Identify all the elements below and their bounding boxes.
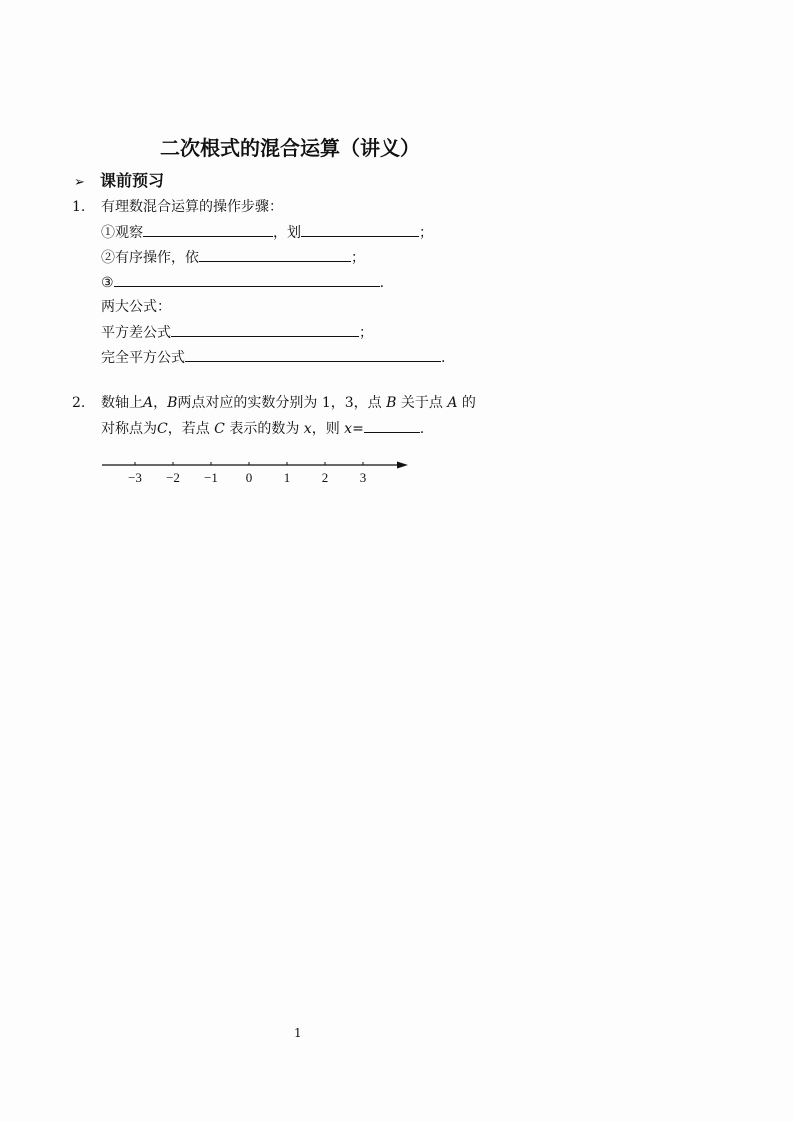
arrow-bullet-icon: ➢ bbox=[74, 175, 85, 190]
q2-text: ， bbox=[153, 395, 168, 411]
q1-number: 1. bbox=[72, 199, 86, 215]
q2-line1 bbox=[101, 393, 476, 413]
section-label: 课前预习 bbox=[100, 171, 165, 190]
step2-prefix: ②有序操作，依 bbox=[101, 250, 199, 266]
step1-mid: ，划 bbox=[273, 225, 301, 241]
page-number: 1 bbox=[294, 1026, 302, 1040]
number-line-tick-label: −3 bbox=[128, 470, 142, 485]
formula1-line bbox=[101, 322, 373, 343]
step1-end: ； bbox=[419, 225, 433, 241]
step3-blank[interactable] bbox=[114, 272, 380, 287]
number-line bbox=[96, 456, 416, 488]
q2-number: 2. bbox=[72, 395, 86, 411]
step1-prefix: ①观察 bbox=[101, 225, 143, 241]
section-heading bbox=[74, 168, 164, 191]
number-line-tick-label: 0 bbox=[245, 470, 253, 485]
var-b: B bbox=[386, 395, 397, 411]
var-b: B bbox=[167, 395, 178, 411]
number-line-tick-label: 1 bbox=[283, 470, 291, 485]
q2-text: ，则 bbox=[311, 421, 340, 437]
answer-blank-x[interactable] bbox=[364, 418, 420, 433]
step1-blank-observe[interactable] bbox=[143, 222, 273, 237]
q1-intro: 有理数混合运算的操作步骤： bbox=[101, 199, 283, 215]
q1-step2 bbox=[101, 247, 365, 268]
q2-text: 表示的数为 bbox=[229, 421, 300, 437]
formula2-prefix: 完全平方公式 bbox=[101, 350, 185, 366]
formula2-blank[interactable] bbox=[185, 347, 441, 362]
step3-end: . bbox=[379, 275, 385, 291]
q2-text: = bbox=[352, 421, 364, 437]
q2-line2 bbox=[101, 418, 424, 439]
formulas-label: 两大公式： bbox=[101, 299, 171, 315]
step3-prefix: ③ bbox=[101, 275, 114, 291]
var-c: C bbox=[214, 421, 225, 437]
number-line-tick-label: 3 bbox=[359, 470, 367, 485]
number-line-arrow-icon bbox=[397, 462, 408, 469]
q2-text: 的 bbox=[461, 395, 476, 411]
formula1-prefix: 平方差公式 bbox=[101, 325, 171, 341]
formula1-blank[interactable] bbox=[171, 322, 359, 337]
var-c: C bbox=[157, 421, 168, 437]
q2-text: . bbox=[419, 421, 425, 437]
step1-blank-divide[interactable] bbox=[301, 222, 419, 237]
q2-text: 关于点 bbox=[400, 395, 443, 411]
formula2-end: . bbox=[441, 350, 446, 366]
step2-blank[interactable] bbox=[199, 247, 351, 262]
q2-text: 数轴上 bbox=[101, 395, 143, 411]
var-x: x bbox=[303, 421, 312, 437]
formula2-line bbox=[101, 347, 445, 368]
number-line-tick-label: −2 bbox=[166, 470, 180, 485]
var-a: A bbox=[447, 395, 458, 411]
number-line-tick-label: −1 bbox=[204, 470, 218, 485]
page-title: 二次根式的混合运算（讲义） bbox=[160, 136, 420, 160]
formula1-end: ； bbox=[359, 325, 373, 341]
q1-step1 bbox=[101, 222, 433, 243]
q1-step3 bbox=[101, 272, 384, 293]
q2-text: 两点对应的实数分别为 1，3，点 bbox=[177, 395, 382, 411]
q2-text: 对称点为 bbox=[101, 421, 157, 437]
var-a: A bbox=[143, 395, 154, 411]
var-x: x bbox=[344, 421, 353, 437]
q2-text: ，若点 bbox=[167, 421, 210, 437]
step2-end: ； bbox=[351, 250, 365, 266]
number-line-tick-label: 2 bbox=[321, 470, 329, 485]
